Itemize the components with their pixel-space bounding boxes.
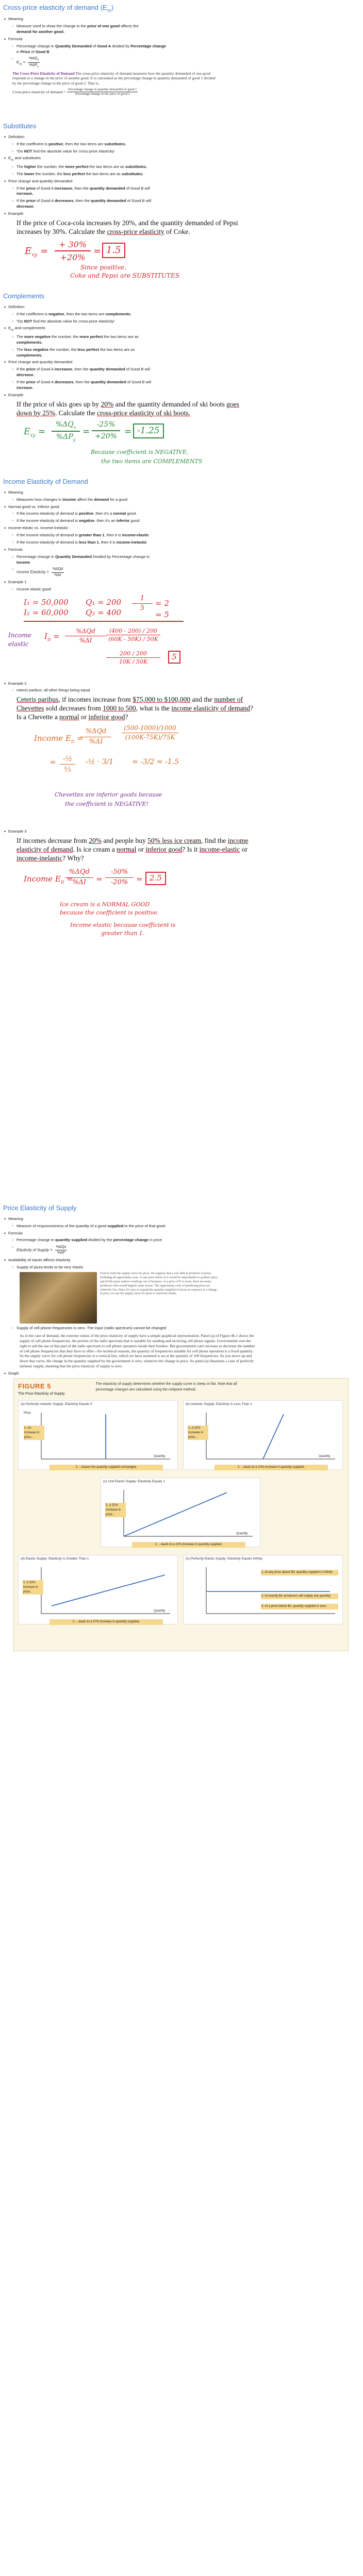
income-example2-question: Ceteris paribus, if incomes increase from $75,000 to $100,000 and the number of Chevettes sold decreases from 1000 to 500, what is the income elasticity of demand? Is a Chevette a normal or inferior good?	[16, 696, 253, 721]
supply-panel-c: (c) Unit Elastic Supply: Elasticity Equals 1 1. A 22% increase in price... 2. ...leads to a 22% increase in quantity supplied. Quantity	[101, 1478, 260, 1547]
supply-title: Price Elasticity of Supply	[3, 1204, 77, 1212]
supply-panel-e: (e) Perfectly Elastic Supply: Elasticity Equals Infinity 1. At any price above $4, quantity supplied is infinite. 2. At exactly $4, producers will supply any quantity. 3. At a price below $4, quantity supplied is zero.	[183, 1555, 343, 1624]
income-title: Income Elasticity of Demand	[3, 478, 88, 485]
supply-panel-b: (b) Inelastic Supply: Elasticity Is Less Than 1 1. A 22% increase in price... 2. ...leads to a 10% increase in quantity supplied. Quantity	[183, 1400, 343, 1470]
substitutes-section: Substitutes • Definition ◦ If the coefficient is positive, then the two items are substitutes. ◦ *Do NOT find the absolute value for cross-price elasticity! • $E_{xy}$ and substitutes ◦ The higher the number, the more perfect the two items are as substitutes. ◦ The lower the number, the less perfect the two items are as substitutes. • Price change and quantity demanded ◦ If the price of Good A increases, then the quantity demanded of Good B will increase. ◦ If the price of Good A decreases, then the quantity demanded of Good B will decrease. • Example If the price of Coca-cola increases by 20%, and the quantity demanded of Pepsi increases by 30%. Calculate the cross-price elasticity of Coke. $E_{xy}$ = + 30% +20% = 1.5 Since positive, Coke and Pepsi are SUBSTITUTES	[3, 118, 359, 285]
radio-spectrum-excerpt: As in the case of demand, the extreme values of the price elasticity of supply have a simple graphical representation. Panel (a) of Figure 46.1 shows the supply of cell phone frequencies, the portion of the radio spectrum that is suitable for sending and receiving cell phone signals. Governments own the right to sell the use of this part of the radio spectrum to cell phone operators inside their borders. But governments can't increase or decrease the number of cell phone frequencies that they have to offer—for technical reasons, the quantity of frequencies suitable for cell phone operation is a fixed quantity. So the supply curve for cell phone frequencies is a vertical line, which we have assumed is set at the quantity of 100 frequencies. As you move up and down that curve, the change in the quantity supplied by the government is zero, whatever the change in price. So panel (a) illustrates a case of perfectly inelastic supply, meaning that the price elasticity of supply is zero.	[20, 1333, 255, 1368]
cross-meaning: • Meaning ◦ Measure used to show the change in the price of one good affects the demand for another good.	[3, 16, 359, 35]
cross-price-title: Cross-price elasticity of demand $(E_{xy})$	[3, 4, 113, 13]
income-example3-question: If incomes decrease from 20% and people buy 50% less ice cream, find the income elasticity of demand. Is ice cream a normal or inferior good? Is it income-elastic or income-inelastic? Why?	[16, 836, 249, 862]
cross-textbook-excerpt: The Cross-Price Elasticity of Demand The cross-price elasticity of demand measures how the quantity demanded of one good responds to a change in the price of another good. It is calculated as the percentage change in quantity demanded of good 1 divided by the percentage change in the price of good 2. That is, Cross-price elasticity of demand = $\frac{\text{Percentage change in quantity demanded of good 1}}{\text{Percentage change in the price of good 2}}$	[12, 71, 216, 96]
supply-panel-a: (a) Perfectly Inelastic Supply: Elasticity Equals 0 1. An increase in price... 2. ...leaves the quantity supplied unchanged. Price Quantity	[18, 1400, 178, 1470]
complements-handwritten-work: $E_{xy}$ = $\%\Delta Q_x$ $\%\Delta P_y$ = -25% +20% = -1.25 Because coefficient is NEGATIVE, the two items are COMPLEMENTS	[24, 420, 203, 465]
cross-price-section	[3, 0, 359, 99]
income-example1-handwritten: I₁ = 50,000 I₂ = 60,000 Q₁ = 200 Q₂ = 400 1 5 = 2 = 5 Income elastic $I_D$ = %ΔQd %ΔI (400 - 200) / 200 (60K - 50K) / 50K 200 / 200 10K / 50K 5	[24, 594, 359, 679]
pizza-excerpt: Food to meet the supply curve for pizza. We suppose that a cost shift in producer of pizza. Including all opportunity costs. At any price below P, it would be unprofitable to produce pizza and all the pizza makers would go out of business. At a price of P or more, there are many producers who would happily make pizzas. The opportunity costs of producing pizza are relatively low. Since it's easy to expand the quantity supplied of pizzas in response to a change in price, we say the supply curve for pizza is relatively elastic.	[20, 1272, 359, 1324]
substitutes-example-question: If the price of Coca-cola increases by 20%, and the quantity demanded of Pepsi increases by 30%. Calculate the cross-price elasticity of Coke.	[16, 218, 238, 235]
complements-title: Complements	[3, 292, 45, 300]
pizza-photo	[20, 1272, 97, 1324]
supply-elasticity-figure: FIGURE 5 The Price Elasticity of Supply The elasticity of supply determines whether the supply curve is steep or flat. Note that all percentage changes are calculated using the midpoint method. (a) Perfectly Inelastic Supply: Elasticity Equals 0 1. An increase in price... 2. ...leaves the quantity supplied unchanged. Price Quantity (b) Inelastic Supply: Elasticity Is Less Than 1 1. A 22% increase in price... 2. ...leads to a 10% increase in quantity supplied. Quantity (c) Unit Elastic Supply: Elasticity Equals 1 1. A 22% increase in price... 2. ...leads to a 22% increase in quantity supplied. Quantity (d) Elastic Supply: Elasticity Is Greater Than 1 1. A 22% increase in price... 2. ...leads to a 67% increase in quantity supplied. Quantity (e) Perfectly Elastic Supply: Elasticity Equals Infinity 1. At any price above $4, quantity supplied is infinite. 2. At exactly $4, producers will supply any quantity. 3. At a price below $4, quantity supplied is zero.	[13, 1378, 349, 1651]
income-example2-handwritten: Income $E_D$ = %ΔQd %ΔI (500-1000)/1000 (100K-75K)/75K = -½ ⅓ -½ · 3/1 = -3/2 = -1.5 Chevettes are inferior goods because the coefficient is NEGATIVE!	[34, 724, 179, 807]
complements-example-question: If the price of skis goes up by 20% and the quantity demanded of ski boots goes down by 25%. Calculate the cross-price elasticity of ski boots.	[16, 400, 239, 417]
supply-section: Price Elasticity of Supply • Meaning ◦ Measure of responsiveness of the quantity of a good supplied to the price of that good • Formula ◦ Percentage change in quantity supplied divided by the percentage change in price ◦ Elasticity of Supply = $\frac{\text{\%ΔQs}}{\%\Delta P}$ • Availability of inputs affects elasticity ◦ Supply of pizza tends to be very elastic Food to meet the supply curve for pizza. We suppose that a cost shift in producer of pizza. Including all opportunity costs. At any price below P, it would be unprofitable to produce pizza and all the pizza makers would go out of business. At a price of P or more, there are many producers who would happily make pizzas. The opportunity costs of producing pizza are relatively low. Since it's easy to expand the quantity supplied of pizzas in response to a change in price, we say the supply curve for pizza is relatively elastic. ◦ Supply of cell phone frequencies is zero. The input (radio spectrum) cannot be changed As in the case of demand, the extreme values of the price elasticity of supply have a simple graphical representation. Panel (a) of Figure 46.1 shows the supply of cell phone frequencies, the portion of the radio spectrum that is suitable for sending and receiving cell phone signals. Governments own the right to sell the use of this part of the radio spectrum to cell phone operators inside their borders. But governments can't increase or decrease the number of cell phone frequencies that they have to offer—for technical reasons, the quantity of frequencies suitable for cell phone operation is a fixed quantity. So the supply curve for cell phone frequencies is a vertical line, which we have assumed is set at the quantity of 100 frequencies. As you move up and down that curve, the change in the quantity supplied by the government is zero, whatever the change in price. So panel (a) illustrates a case of perfectly inelastic supply, meaning that the price elasticity of supply is zero. • Graph FIGURE 5 The Price Elasticity of Supply The elasticity of supply determines whether the supply curve is steep or flat. Note that all percentage changes are calculated using the midpoint method. (a) Perfectly Inelastic Supply: Elasticity Equals 0 1. An increase in price... 2. ...leaves the quantity supplied unchanged. Price Quantity (b) Inelastic Supply: Elasticity Is Less Than 1 1. A 22% increase in price... 2. ...leads to a 10% increase in quantity supplied. Quantity (c) Unit Elastic Supply: Elasticity Equals 1 1. A 22% increase in price... 2. ...leads to a 22% increase in quantity supplied. Quantity (d) Elastic Supply: Elasticity Is Greater Than 1 1. A 22% increase in price... 2. ...leads to a 67% increase in quantity supplied. Quantity (e) Perfectly Elastic Supply: Elasticity Equals Infinity 1. At any price above $4, quantity supplied is infinite. 2. At exactly $4, producers will supply any quantity. 3. At a price below $4, quantity supplied is zero.	[3, 1200, 359, 1651]
complements-section: Complements • Definition ◦ If the coefficient is negative, then the two items are complements. ◦ *Do NOT find the absolute value for cross-price elasticity! • $E_{xy}$ and complements ◦ The more negative the number, the more perfect the two items are as complements. ◦ The less negative the number, the less perfect the two items are as complements. • Price change and quantity demanded ◦ If the price of Good A increases, then the quantity demanded of Good B will decrease. ◦ If the price of Good A decreases, then the quantity demanded of Good B will increase. • Example If the price of skis goes up by 20% and the quantity demanded of ski boots goes down by 25%. Calculate the cross-price elasticity of ski boots. $E_{xy}$ = $\%\Delta Q_x$ $\%\Delta P_y$ = -25% +20% = -1.25 Because coefficient is NEGATIVE, the two items are COMPLEMENTS	[3, 289, 359, 476]
cross-formula: • Formula ◦ Percentage change in Quantity Demanded of Good A divided by Percentage change in Price of Good B ◦ $E_{xy}$ = $\frac{\%\Delta Q_x}{\%\Delta P_y}$	[3, 37, 359, 69]
supply-panel-d: (d) Elastic Supply: Elasticity Is Greater Than 1 1. A 22% increase in price... 2. ...leads to a 67% increase in quantity supplied. Quantity	[18, 1555, 178, 1624]
substitutes-handwritten-work: $E_{xy}$ = + 30% +20% = 1.5 Since positive, Coke and Pepsi are SUBSTITUTES	[25, 239, 180, 279]
income-example3-handwritten: Income $E_D$ = %ΔQd %ΔI = -50% -20% = 2.5 Ice cream is a NORMAL GOOD because the coefficient is positive. Income elastic because coefficient is greater than 1.	[24, 868, 176, 937]
substitutes-title: Substitutes	[3, 122, 37, 130]
income-section: Income Elasticity of Demand • Meaning ◦ Measures how changes in income affect the demand for a good • Normal good vs. Inferior good ◦ If the income elasticity of demand is positive, then it's a normal good. ◦ If the income elasticity of demand is negative, then it's an inferior good. • Income-elastic vs. Income-inelastic ◦ If the income elasticity of demand is greater than 1, then it is income-elastic ◦ If the income elasticity of demand is less than 1, then it is income-inelastic • Formula ◦ Percentage change in Quantity Demanded Divided by Percentage change in Income ◦ Income Elasticity = $\frac{\text{\%ΔQd}}{\%\Delta I}$ • Example 1 ◦ Income elastic good I₁ = 50,000 I₂ = 60,000 Q₁ = 200 Q₂ = 400 1 5 = 2 = 5 Income elastic $I_D$ = %ΔQd %ΔI (400 - 200) / 200 (60K - 50K) / 50K 200 / 200 10K / 50K 5 • Example 2 ◦ ceteris paribus: all other things being equal Ceteris paribus, if incomes increase from $75,000 to $100,000 and the number of Chevettes sold decreases from 1000 to 500, what is the income elasticity of demand? Is a Chevette a normal or inferior good? Income $E_D$ = %ΔQd %ΔI (500-1000)/1000 (100K-75K)/75K = -½ ⅓ -½ · 3/1 = -3/2 = -1.5 Chevettes are inferior goods because the coefficient is NEGATIVE! • Example 3 If incomes decrease from 20% and people buy 50% less ice cream, find the income elasticity of demand. Is ice cream a normal or inferior good? Is it income-elastic or income-inelastic? Why? Income $E_D$ = %ΔQd %ΔI = -50% -20% = 2.5 Ice cream is a NORMAL GOOD because the coefficient is positive. Income elastic because coefficient is greater than 1.	[3, 474, 359, 952]
